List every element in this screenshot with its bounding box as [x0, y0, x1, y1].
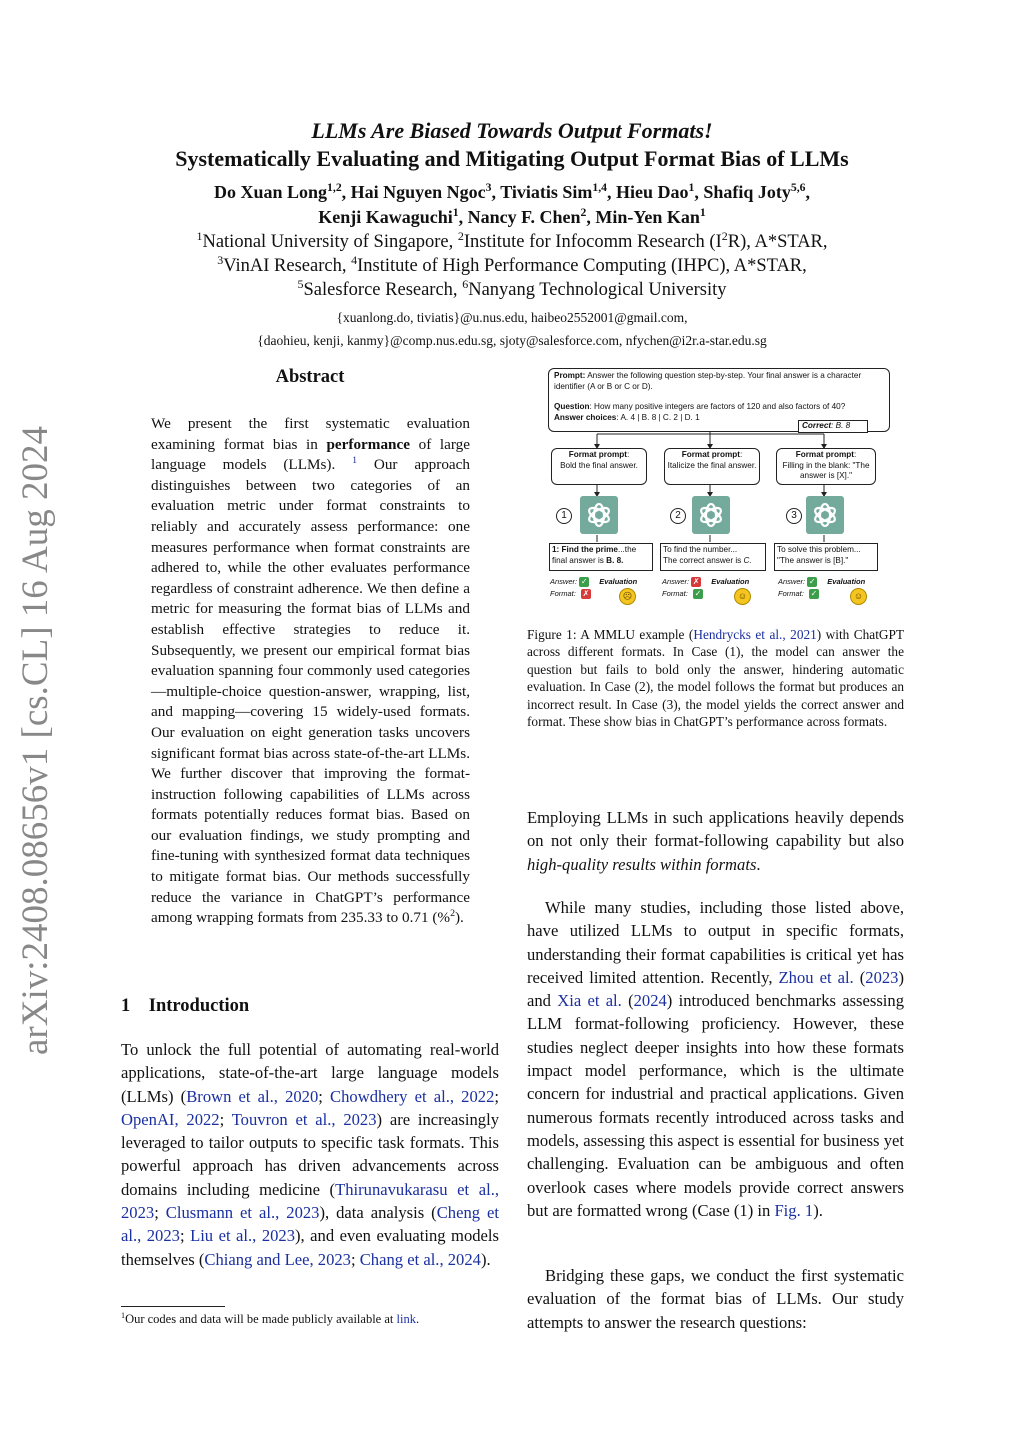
citation-link[interactable]: Touvron et al., 2023 — [231, 1109, 377, 1129]
happy-face-icon: ☺ — [734, 588, 751, 605]
format-prompt-box-1: Format prompt: Bold the final answer. — [551, 448, 647, 485]
citation-link[interactable]: Zhou et al. — [778, 967, 854, 987]
citation-link[interactable]: OpenAI, 2022 — [121, 1109, 220, 1129]
citation-link[interactable]: Clusmann et al., 2023 — [165, 1203, 320, 1223]
arxiv-stamp: arXiv:2408.08656v1 [cs.CL] 16 Aug 2024 — [15, 426, 56, 1055]
case-number-2: 2 — [670, 508, 686, 524]
author: Hai Nguyen Ngoc$^3$ — [350, 181, 492, 202]
footnote: $^1$Our codes and data will be made publicly available at link. — [121, 1310, 420, 1326]
abstract-heading: Abstract — [275, 367, 345, 387]
author: Shafiq Joty$^{5,6}$ — [703, 181, 806, 202]
prompt-box: Prompt: Answer the following question step-by-step. Your final answer is a character identifier (A or B or C or D). Question: How many positive integers are factors of 120 and also factors of 40? Answer choices: A. 4 | B. 8 | C. 2 | D. 1 — [548, 368, 890, 432]
author: Do Xuan Long$^{1,2}$ — [214, 181, 342, 202]
happy-face-icon: ☺ — [850, 588, 867, 605]
affiliation-line2: $^3$VinAI Research, $^4$Institute of High Performance Computing (IHPC), A*STAR, — [217, 252, 807, 276]
citation-link[interactable]: Xia et al. — [557, 991, 622, 1011]
author: Kenji Kawaguchi$^1$ — [318, 206, 459, 227]
evaluation-case-2: Answer: ✗ Evaluation Format: ✓ — [662, 577, 750, 599]
footnote-ref[interactable]: 1 — [352, 455, 358, 467]
chatgpt-logo-icon — [580, 496, 618, 534]
figure-caption: Figure 1: A MMLU example (Hendrycks et al., 2021) with ChatGPT across different formats. In Case (1), the model can answer the question but fails to bold only the answer, hindering automatic evaluation. In Case (2), the model follows the format but produces an incorrect result. In Case (3), the model yields the correct answer and format. These show bias in ChatGPT’s performance across formats. — [527, 627, 905, 730]
abstract-body: We present the first systematic evaluation examining format bias in performance of large language models (LLMs). $^1$ Our approach distinguishes between two categories of an evaluation metric under format constraints to reliably and accurately assess performance: one measures performance when format constraints are adhered to, while the other evaluates performance regardless of constraint adherence. We then define a metric for measuring the format bias of LLMs and establish effective strategies to reduce it. Subsequently, we present our empirical format bias evaluation spanning four commonly used categories—multiple-choice question-answer, wrapping, list, and mapping—covering 15 widely-used formats. Our evaluation on eight generation tasks uncovers significant format bias across state-of-the-art LLMs. We further discover that improving the format-instruction following capabilities of LLMs across formats potentially reduces format bias. Based on our evaluation findings, we study prompting and fine-tuning with synthesized format data techniques to mitigate format bias. Our methods successfully reduce the variance in ChatGPT’s performance among wrapping formats from 235.33 to 0.71 (%$^2$). — [151, 415, 470, 927]
email-line1: {xuanlong.do, tiviatis}@u.nus.edu, haibeo2552001@gmail.com, — [336, 310, 688, 325]
citation-link[interactable]: Chang et al., 2024 — [359, 1249, 481, 1269]
right-paragraph-2: While many studies, including those listed above, have utilized LLMs to output in specific formats, understanding their format capabilities is critical yet has received limited attention. Recently, Zhou et al. (2023) and Xia et al. (2024) introduced benchmarks assessing LLM format-following proficiency. However, these studies neglect deeper insights into how these formats impact model performance, which is the ultimate concern for industrial and practical applications. Given numerous formats recently introduced across tasks and models, assessing this aspect is essential for business yet challenging. Evaluation can be ambiguous and often overlook cases where models provide correct answers but are formatted wrong (Case (1) in Fig. 1). — [527, 898, 905, 1220]
authors-line2: Kenji Kawaguchi$^1$, Nancy F. Chen$^2$, Min-Yen Kan$^1$ — [318, 206, 706, 227]
right-paragraph-1: Employing LLMs in such applications heavily depends on not only their format-following capability but also high-quality results within formats. — [527, 808, 904, 874]
paper-title-line1: LLMs Are Biased Towards Output Formats! — [311, 118, 713, 143]
chatgpt-logo-icon — [692, 496, 730, 534]
citation-link[interactable]: Hendrycks et al., 2021 — [693, 627, 817, 642]
cross-icon: ✗ — [582, 589, 590, 599]
authors-line1: Do Xuan Long$^{1,2}$, Hai Nguyen Ngoc$^3$, Tiviatis Sim$^{1,4}$, Hieu Dao$^1$, Shafiq Joty$^{5,6}$, — [214, 181, 810, 202]
check-icon: ✓ — [580, 577, 588, 587]
citation-link[interactable]: Chowdhery et al., 2022 — [330, 1086, 495, 1106]
author: Min-Yen Kan$^1$ — [595, 206, 706, 227]
check-icon: ✓ — [810, 589, 818, 599]
citation-link[interactable]: Liu et al., 2023 — [190, 1226, 296, 1246]
figure-1 — [540, 362, 900, 612]
code-link[interactable]: link — [396, 1312, 416, 1326]
affiliation-line3: $^5$Salesforce Research, $^6$Nanyang Technological University — [297, 276, 727, 300]
citation-link[interactable]: Brown et al., 2020 — [186, 1086, 319, 1106]
cross-icon: ✗ — [692, 577, 700, 587]
citation-link[interactable]: Cheng et al., 2023 — [121, 1203, 499, 1246]
correct-answer-box: Correct: B. 8 — [798, 420, 868, 433]
evaluation-case-1: Answer: ✓ Evaluation Format: ✗ — [550, 577, 638, 599]
author: Nancy F. Chen$^2$ — [467, 206, 587, 227]
sad-face-icon: ☹ — [619, 588, 636, 605]
right-paragraph-3: Bridging these gaps, we conduct the first systematic evaluation of the format bias of LLMs. Our study attempts to answer the research questions: — [527, 1266, 904, 1332]
footnote-rule — [121, 1306, 225, 1307]
chatgpt-logo-icon — [806, 496, 844, 534]
format-prompt-box-3: Format prompt: Filling in the blank: "The answer is [X]." — [776, 448, 876, 485]
affiliation-line1: $^1$National University of Singapore, $^2$Institute for Infocomm Research $(I^2R)$, A*STAR, — [196, 228, 828, 252]
figure-ref-link[interactable]: Fig. 1 — [774, 1200, 814, 1220]
format-prompt-box-2: Format prompt: Italicize the final answer. — [664, 448, 760, 485]
check-icon: ✓ — [694, 589, 702, 599]
model-output-box-3: To solve this problem... "The answer is [B]." — [774, 543, 878, 571]
email-line2: {daohieu, kenji, kanmy}@comp.nus.edu.sg, sjoty@salesforce.com, nfychen@i2r.a-star.edu.sg — [257, 333, 767, 348]
citation-link[interactable]: 2023 — [865, 967, 899, 987]
model-output-box-1: 1: Find the prime...the final answer is B. 8. — [549, 543, 653, 571]
model-output-box-2: To find the number... The correct answer is C. — [660, 543, 766, 571]
evaluation-case-3: Answer: ✓ Evaluation Format: ✓ — [778, 577, 866, 599]
citation-link[interactable]: 2024 — [633, 991, 667, 1011]
case-number-3: 3 — [786, 508, 802, 524]
citation-link[interactable]: Thirunavukarasu et al., 2023 — [121, 1179, 499, 1223]
paper-title-line2: Systematically Evaluating and Mitigating Output Format Bias of LLMs — [175, 146, 849, 171]
check-icon: ✓ — [808, 577, 816, 587]
author: Hieu Dao$^1$ — [616, 181, 695, 202]
case-number-1: 1 — [556, 508, 572, 524]
intro-body: To unlock the full potential of automating real-world applications, state-of-the-art large language models (LLMs) (Brown et al., 2020; Chowdhery et al., 2022; OpenAI, 2022; Touvron et al., 2023) are increasingly leveraged to tailor outputs to specific task formats. This powerful approach has driven advancements across domains including medicine (Thirunavukarasu et al., 2023; Clusmann et al., 2023), data analysis (Cheng et al., 2023; Liu et al., 2023), and even evaluating models themselves (Chiang and Lee, 2023; Chang et al., 2024). — [121, 1040, 499, 1269]
author: Tiviatis Sim$^{1,4}$ — [500, 181, 607, 202]
citation-link[interactable]: Chiang and Lee, 2023 — [204, 1249, 351, 1269]
intro-heading: 1 Introduction — [121, 996, 250, 1016]
